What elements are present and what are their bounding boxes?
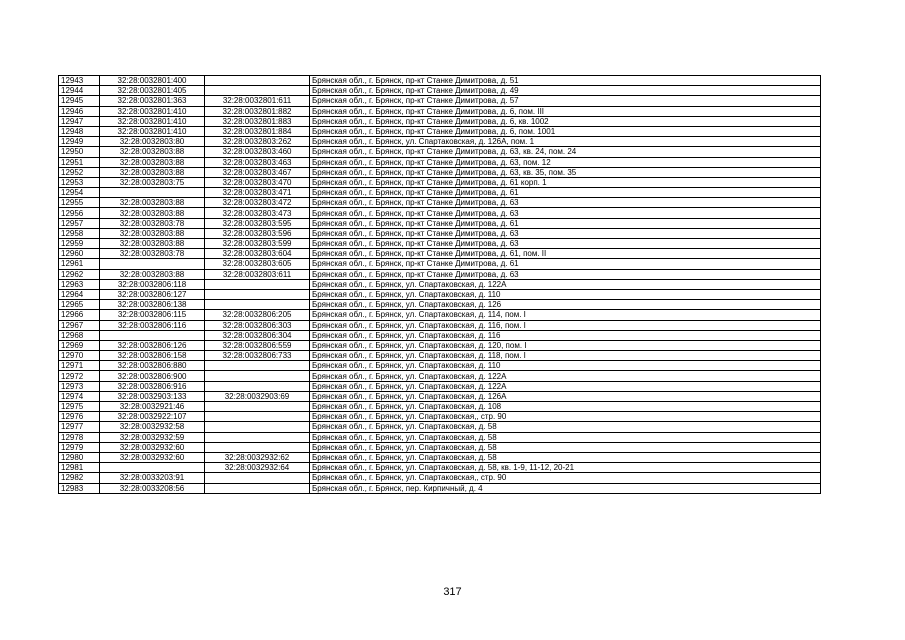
table-row (59, 147, 821, 157)
cadastral-number-cell: 32:28:0032803:88 (100, 167, 205, 177)
linked-cadastral-number-cell: 32:28:0032803:473 (205, 208, 310, 218)
cadastral-number-cell: 32:28:0032806:880 (100, 361, 205, 371)
cadastral-number-cell: 32:28:0032801:405 (100, 86, 205, 96)
address-cell: Брянская обл., г. Брянск, ул. Спартаковская, д. 122А (310, 371, 821, 381)
row-number-cell: 12967 (59, 320, 100, 330)
address-cell: Брянская обл., г. Брянск, ул. Спартаковская, д. 58 (310, 432, 821, 442)
linked-cadastral-number-cell (205, 86, 310, 96)
row-number-cell: 12979 (59, 442, 100, 452)
address-cell: Брянская обл., г. Брянск, ул. Спартаковская, д. 58 (310, 452, 821, 462)
address-cell: Брянская обл., г. Брянск, пр-кт Станке Димитрова, д. 6, кв. 1002 (310, 116, 821, 126)
table-row (59, 279, 821, 289)
table-row (59, 402, 821, 412)
linked-cadastral-number-cell: 32:28:0032806:559 (205, 340, 310, 350)
address-cell: Брянская обл., г. Брянск, ул. Спартаковская, д. 126А (310, 391, 821, 401)
linked-cadastral-number-cell (205, 76, 310, 86)
linked-cadastral-number-cell: 32:28:0032903:69 (205, 391, 310, 401)
row-number-cell: 12953 (59, 177, 100, 187)
cadastral-number-cell: 32:28:0032803:88 (100, 228, 205, 238)
address-cell: Брянская обл., г. Брянск, ул. Спартаковская, д. 58 (310, 442, 821, 452)
cadastral-number-cell: 32:28:0032806:916 (100, 381, 205, 391)
row-number-cell: 12980 (59, 452, 100, 462)
table-row (59, 249, 821, 259)
linked-cadastral-number-cell: 32:28:0032806:205 (205, 310, 310, 320)
table-row (59, 228, 821, 238)
address-cell: Брянская обл., г. Брянск, пр-кт Станке Димитрова, д. 57 (310, 96, 821, 106)
row-number-cell: 12949 (59, 137, 100, 147)
linked-cadastral-number-cell (205, 432, 310, 442)
address-cell: Брянская обл., г. Брянск, ул. Спартаковская, д. 58 (310, 422, 821, 432)
table-row (59, 96, 821, 106)
cadastral-number-cell: 32:28:0032803:88 (100, 157, 205, 167)
address-cell: Брянская обл., г. Брянск, пр-кт Станке Димитрова, д. 63, кв. 35, пом. 35 (310, 167, 821, 177)
linked-cadastral-number-cell: 32:28:0032801:883 (205, 116, 310, 126)
linked-cadastral-number-cell: 32:28:0032803:604 (205, 249, 310, 259)
linked-cadastral-number-cell: 32:28:0032803:599 (205, 239, 310, 249)
linked-cadastral-number-cell: 32:28:0032803:262 (205, 137, 310, 147)
cadastral-number-cell (100, 259, 205, 269)
table-row (59, 310, 821, 320)
row-number-cell: 12944 (59, 86, 100, 96)
table-row (59, 218, 821, 228)
row-number-cell: 12945 (59, 96, 100, 106)
row-number-cell: 12971 (59, 361, 100, 371)
cadastral-number-cell: 32:28:0032921:46 (100, 402, 205, 412)
cadastral-number-cell: 32:28:0032803:88 (100, 198, 205, 208)
table-row (59, 483, 821, 493)
address-cell: Брянская обл., г. Брянск, пр-кт Станке Димитрова, д. 63 (310, 239, 821, 249)
table-row (59, 300, 821, 310)
address-cell: Брянская обл., г. Брянск, ул. Спартаковская, д. 126А, пом. 1 (310, 137, 821, 147)
row-number-cell: 12976 (59, 412, 100, 422)
cadastral-number-cell: 32:28:0032806:158 (100, 351, 205, 361)
row-number-cell: 12966 (59, 310, 100, 320)
address-cell: Брянская обл., г. Брянск, пр-кт Станке Димитрова, д. 63, пом. 12 (310, 157, 821, 167)
row-number-cell: 12958 (59, 228, 100, 238)
cadastral-number-cell: 32:28:0032801:410 (100, 126, 205, 136)
cadastral-number-cell: 32:28:0033208:56 (100, 483, 205, 493)
row-number-cell: 12964 (59, 289, 100, 299)
cadastral-number-cell: 32:28:0033203:91 (100, 473, 205, 483)
table-row (59, 412, 821, 422)
address-cell: Брянская обл., г. Брянск, ул. Спартаковская,, стр. 90 (310, 412, 821, 422)
linked-cadastral-number-cell: 32:28:0032803:595 (205, 218, 310, 228)
row-number-cell: 12951 (59, 157, 100, 167)
address-cell: Брянская обл., г. Брянск, пр-кт Станке Димитрова, д. 61 (310, 259, 821, 269)
linked-cadastral-number-cell: 32:28:0032803:460 (205, 147, 310, 157)
row-number-cell: 12982 (59, 473, 100, 483)
row-number-cell: 12972 (59, 371, 100, 381)
row-number-cell: 12970 (59, 351, 100, 361)
address-cell: Брянская обл., г. Брянск, ул. Спартаковская, д. 114, пом. I (310, 310, 821, 320)
cadastral-number-cell: 32:28:0032932:58 (100, 422, 205, 432)
cadastral-number-cell: 32:28:0032806:116 (100, 320, 205, 330)
address-cell: Брянская обл., г. Брянск, ул. Спартаковская, д. 110 (310, 361, 821, 371)
cadastral-number-cell: 32:28:0032801:400 (100, 76, 205, 86)
table-row (59, 463, 821, 473)
linked-cadastral-number-cell (205, 483, 310, 493)
linked-cadastral-number-cell (205, 442, 310, 452)
row-number-cell: 12961 (59, 259, 100, 269)
row-number-cell: 12950 (59, 147, 100, 157)
cadastral-number-cell: 32:28:0032806:900 (100, 371, 205, 381)
cadastral-number-cell: 32:28:0032806:126 (100, 340, 205, 350)
row-number-cell: 12968 (59, 330, 100, 340)
address-cell: Брянская обл., г. Брянск, пр-кт Станке Димитрова, д. 61 (310, 188, 821, 198)
cadastral-number-cell: 32:28:0032801:363 (100, 96, 205, 106)
address-cell: Брянская обл., г. Брянск, пр-кт Станке Димитрова, д. 49 (310, 86, 821, 96)
linked-cadastral-number-cell: 32:28:0032801:611 (205, 96, 310, 106)
address-cell: Брянская обл., г. Брянск, пр-кт Станке Димитрова, д. 61, пом. II (310, 249, 821, 259)
linked-cadastral-number-cell: 32:28:0032803:596 (205, 228, 310, 238)
row-number-cell: 12974 (59, 391, 100, 401)
linked-cadastral-number-cell: 32:28:0032932:62 (205, 452, 310, 462)
table-row (59, 76, 821, 86)
table-row (59, 442, 821, 452)
linked-cadastral-number-cell: 32:28:0032803:471 (205, 188, 310, 198)
table-row (59, 432, 821, 442)
address-cell: Брянская обл., г. Брянск, ул. Спартаковская,, стр. 90 (310, 473, 821, 483)
linked-cadastral-number-cell: 32:28:0032803:472 (205, 198, 310, 208)
cadastral-number-cell: 32:28:0032932:59 (100, 432, 205, 442)
row-number-cell: 12955 (59, 198, 100, 208)
linked-cadastral-number-cell (205, 381, 310, 391)
address-cell: Брянская обл., г. Брянск, ул. Спартаковская, д. 116, пом. I (310, 320, 821, 330)
row-number-cell: 12963 (59, 279, 100, 289)
cadastral-number-cell: 32:28:0032806:138 (100, 300, 205, 310)
cadastral-number-cell: 32:28:0032932:60 (100, 442, 205, 452)
cadastral-number-cell: 32:28:0032803:88 (100, 147, 205, 157)
linked-cadastral-number-cell (205, 289, 310, 299)
cadastral-number-cell (100, 463, 205, 473)
row-number-cell: 12957 (59, 218, 100, 228)
address-cell: Брянская обл., г. Брянск, пр-кт Станке Димитрова, д. 51 (310, 76, 821, 86)
linked-cadastral-number-cell: 32:28:0032801:884 (205, 126, 310, 136)
table-row (59, 361, 821, 371)
address-cell: Брянская обл., г. Брянск, пр-кт Станке Димитрова, д. 61 корп. 1 (310, 177, 821, 187)
row-number-cell: 12977 (59, 422, 100, 432)
address-cell: Брянская обл., г. Брянск, ул. Спартаковская, д. 126 (310, 300, 821, 310)
table-row (59, 86, 821, 96)
address-cell: Брянская обл., г. Брянск, пр-кт Станке Димитрова, д. 63 (310, 269, 821, 279)
linked-cadastral-number-cell: 32:28:0032803:463 (205, 157, 310, 167)
row-number-cell: 12954 (59, 188, 100, 198)
table-row (59, 381, 821, 391)
cadastral-number-cell (100, 188, 205, 198)
cadastral-number-cell: 32:28:0032903:133 (100, 391, 205, 401)
row-number-cell: 12952 (59, 167, 100, 177)
linked-cadastral-number-cell: 32:28:0032803:611 (205, 269, 310, 279)
linked-cadastral-number-cell: 32:28:0032806:733 (205, 351, 310, 361)
address-cell: Брянская обл., г. Брянск, пер. Кирпичный, д. 4 (310, 483, 821, 493)
row-number-cell: 12948 (59, 126, 100, 136)
table-row (59, 239, 821, 249)
table-row (59, 269, 821, 279)
linked-cadastral-number-cell: 32:28:0032806:303 (205, 320, 310, 330)
linked-cadastral-number-cell (205, 361, 310, 371)
cadastral-number-cell: 32:28:0032803:88 (100, 208, 205, 218)
address-cell: Брянская обл., г. Брянск, пр-кт Станке Димитрова, д. 6, пом. 1001 (310, 126, 821, 136)
cadastral-number-cell: 32:28:0032803:80 (100, 137, 205, 147)
row-number-cell: 12946 (59, 106, 100, 116)
address-cell: Брянская обл., г. Брянск, пр-кт Станке Димитрова, д. 63 (310, 228, 821, 238)
linked-cadastral-number-cell (205, 422, 310, 432)
table-row (59, 198, 821, 208)
address-cell: Брянская обл., г. Брянск, ул. Спартаковская, д. 116 (310, 330, 821, 340)
cadastral-number-cell: 32:28:0032803:78 (100, 249, 205, 259)
address-cell: Брянская обл., г. Брянск, ул. Спартаковская, д. 120, пом. I (310, 340, 821, 350)
row-number-cell: 12943 (59, 76, 100, 86)
row-number-cell: 12978 (59, 432, 100, 442)
row-number-cell: 12947 (59, 116, 100, 126)
row-number-cell: 12962 (59, 269, 100, 279)
cadastral-number-cell: 32:28:0032806:115 (100, 310, 205, 320)
table-row (59, 340, 821, 350)
linked-cadastral-number-cell (205, 279, 310, 289)
linked-cadastral-number-cell: 32:28:0032801:882 (205, 106, 310, 116)
table-row (59, 422, 821, 432)
row-number-cell: 12981 (59, 463, 100, 473)
table-row (59, 391, 821, 401)
registry-table-body (59, 76, 821, 494)
table-row (59, 157, 821, 167)
cadastral-number-cell: 32:28:0032803:75 (100, 177, 205, 187)
table-row (59, 351, 821, 361)
address-cell: Брянская обл., г. Брянск, пр-кт Станке Димитрова, д. 63, кв. 24, пом. 24 (310, 147, 821, 157)
registry-table (58, 75, 821, 494)
row-number-cell: 12960 (59, 249, 100, 259)
linked-cadastral-number-cell (205, 300, 310, 310)
table-row (59, 473, 821, 483)
address-cell: Брянская обл., г. Брянск, ул. Спартаковская, д. 118, пом. I (310, 351, 821, 361)
row-number-cell: 12975 (59, 402, 100, 412)
table-row (59, 137, 821, 147)
table-row (59, 289, 821, 299)
table-row (59, 177, 821, 187)
cadastral-number-cell: 32:28:0032806:127 (100, 289, 205, 299)
cadastral-number-cell: 32:28:0032932:60 (100, 452, 205, 462)
linked-cadastral-number-cell (205, 412, 310, 422)
address-cell: Брянская обл., г. Брянск, пр-кт Станке Димитрова, д. 63 (310, 208, 821, 218)
linked-cadastral-number-cell: 32:28:0032803:470 (205, 177, 310, 187)
address-cell: Брянская обл., г. Брянск, ул. Спартаковская, д. 122А (310, 381, 821, 391)
linked-cadastral-number-cell (205, 402, 310, 412)
address-cell: Брянская обл., г. Брянск, ул. Спартаковская, д. 58, кв. 1-9, 11-12, 20-21 (310, 463, 821, 473)
linked-cadastral-number-cell (205, 473, 310, 483)
address-cell: Брянская обл., г. Брянск, пр-кт Станке Димитрова, д. 6, пом. III (310, 106, 821, 116)
row-number-cell: 12983 (59, 483, 100, 493)
address-cell: Брянская обл., г. Брянск, ул. Спартаковская, д. 122А (310, 279, 821, 289)
table-row (59, 330, 821, 340)
cadastral-number-cell: 32:28:0032806:118 (100, 279, 205, 289)
cadastral-number-cell: 32:28:0032801:410 (100, 106, 205, 116)
row-number-cell: 12959 (59, 239, 100, 249)
address-cell: Брянская обл., г. Брянск, ул. Спартаковская, д. 110 (310, 289, 821, 299)
cadastral-number-cell: 32:28:0032803:88 (100, 269, 205, 279)
table-row (59, 126, 821, 136)
table-row (59, 167, 821, 177)
cadastral-number-cell: 32:28:0032803:88 (100, 239, 205, 249)
table-row (59, 371, 821, 381)
table-row (59, 106, 821, 116)
page-number: 317 (443, 586, 462, 598)
table-row (59, 452, 821, 462)
table-row (59, 116, 821, 126)
table-row (59, 188, 821, 198)
row-number-cell: 12973 (59, 381, 100, 391)
row-number-cell: 12965 (59, 300, 100, 310)
table-row (59, 320, 821, 330)
cadastral-number-cell: 32:28:0032922:107 (100, 412, 205, 422)
table-row (59, 208, 821, 218)
cadastral-number-cell: 32:28:0032803:78 (100, 218, 205, 228)
cadastral-number-cell (100, 330, 205, 340)
linked-cadastral-number-cell: 32:28:0032806:304 (205, 330, 310, 340)
linked-cadastral-number-cell: 32:28:0032803:467 (205, 167, 310, 177)
address-cell: Брянская обл., г. Брянск, ул. Спартаковская, д. 108 (310, 402, 821, 412)
linked-cadastral-number-cell: 32:28:0032803:605 (205, 259, 310, 269)
address-cell: Брянская обл., г. Брянск, пр-кт Станке Димитрова, д. 61 (310, 218, 821, 228)
linked-cadastral-number-cell (205, 371, 310, 381)
address-cell: Брянская обл., г. Брянск, пр-кт Станке Димитрова, д. 63 (310, 198, 821, 208)
linked-cadastral-number-cell: 32:28:0032932:64 (205, 463, 310, 473)
table-row (59, 259, 821, 269)
cadastral-number-cell: 32:28:0032801:410 (100, 116, 205, 126)
row-number-cell: 12956 (59, 208, 100, 218)
row-number-cell: 12969 (59, 340, 100, 350)
